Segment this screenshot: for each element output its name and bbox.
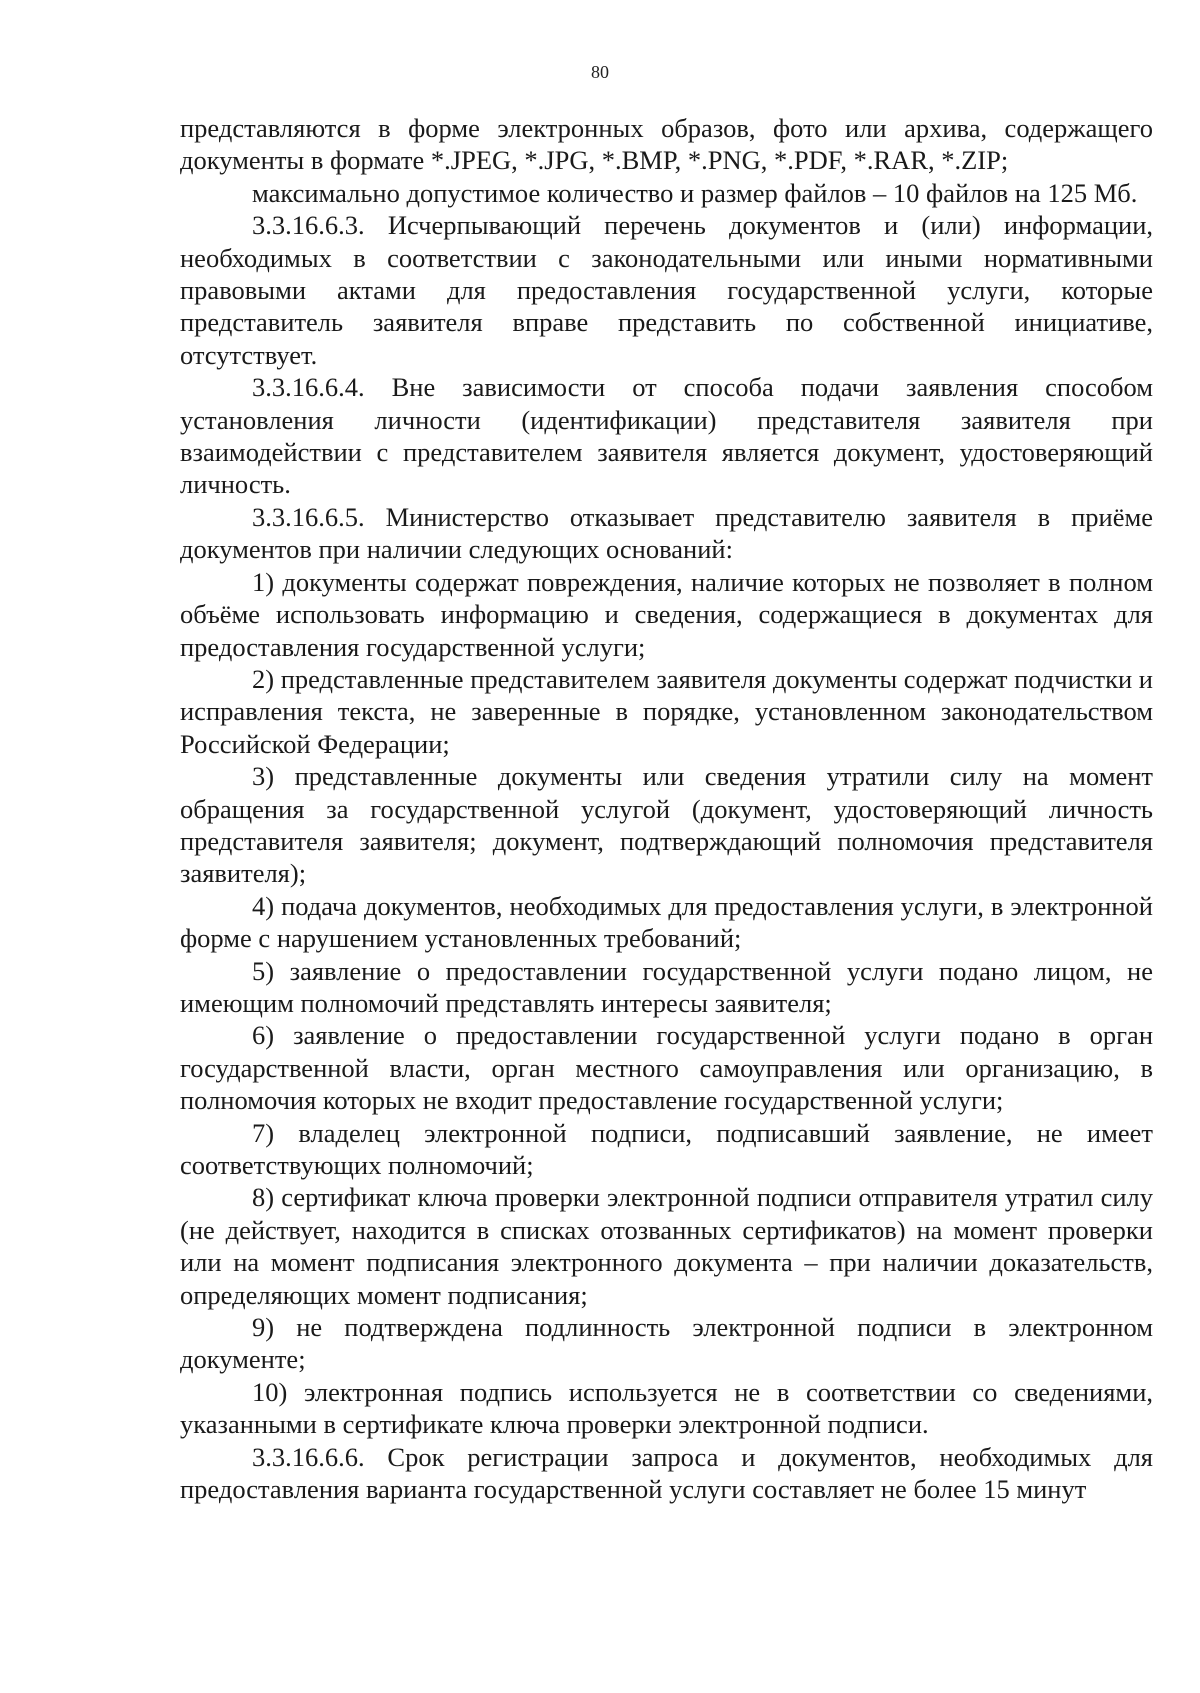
list-item-5: 5) заявление о предоставлении государственной услуги подано лицом, не имеющим полномочий представлять интересы заявителя; xyxy=(180,955,1153,1018)
paragraph-file-formats: представляются в форме электронных образов, фото или архива, содержащего документы в формате *.JPEG, *.JPG, *.BMP, *.PNG, *.PDF, *.RAR, *.ZIP; xyxy=(180,113,1153,176)
document-body xyxy=(180,112,1153,1505)
paragraph-3-3-16-6-3: 3.3.16.6.3. Исчерпывающий перечень документов и (или) информации, необходимых в соответствии с законодательными или иными нормативными правовыми актами для предоставления государственной услуги, которые представитель заявителя вправе представить по собственной инициативе, отсутствует. xyxy=(180,210,1153,370)
list-item-3: 3) представленные документы или сведения утратили силу на момент обращения за государственной услугой (документ, удостоверяющий личность представителя заявителя; документ, подтверждающий полномочия представителя заявителя); xyxy=(180,761,1153,889)
list-item-2: 2) представленные представителем заявителя документы содержат подчистки и исправления текста, не заверенные в порядке, установленном законодательством Российской Федерации; xyxy=(180,663,1153,759)
paragraph-3-3-16-6-4: 3.3.16.6.4. Вне зависимости от способа подачи заявления способом установления личности (идентификации) представителя заявителя при взаимодействии с представителем заявителя является документ, удостоверяющий личность. xyxy=(180,372,1153,500)
list-item-6: 6) заявление о предоставлении государственной услуги подано в орган государственной власти, орган местного самоуправления или организацию, в полномочия которых не входит предоставление государственной услуги; xyxy=(180,1020,1153,1116)
list-item-9: 9) не подтверждена подлинность электронной подписи в электронном документе; xyxy=(180,1312,1153,1375)
list-item-10: 10) электронная подпись используется не в соответствии со сведениями, указанными в сертификате ключа проверки электронной подписи. xyxy=(180,1376,1153,1440)
list-item-7: 7) владелец электронной подписи, подписавший заявление, не имеет соответствующих полномочий; xyxy=(180,1117,1153,1180)
paragraph-3-3-16-6-6: 3.3.16.6.6. Срок регистрации запроса и документов, необходимых для предоставления варианта государственной услуги составляет не более 15 минут xyxy=(180,1441,1153,1505)
list-item-8: 8) сертификат ключа проверки электронной подписи отправителя утратил силу (не действует, находится в списках отозванных сертификатов) на момент проверки или на момент подписания электронного документа – при наличии доказательств, определяющих момент подписания; xyxy=(180,1182,1153,1310)
list-item-4: 4) подача документов, необходимых для предоставления услуги, в электронной форме с нарушением установленных требований; xyxy=(180,890,1153,954)
paragraph-3-3-16-6-5: 3.3.16.6.5. Министерство отказывает представителю заявителя в приёме документов при наличии следующих оснований: xyxy=(180,501,1153,565)
list-item-1: 1) документы содержат повреждения, наличие которых не позволяет в полном объёме использовать информацию и сведения, содержащиеся в документах для предоставления государственной услуги; xyxy=(180,566,1153,662)
paragraph-file-size-limit: максимально допустимое количество и размер файлов – 10 файлов на 125 Мб. xyxy=(252,177,1138,208)
page-number: 80 xyxy=(591,62,609,82)
